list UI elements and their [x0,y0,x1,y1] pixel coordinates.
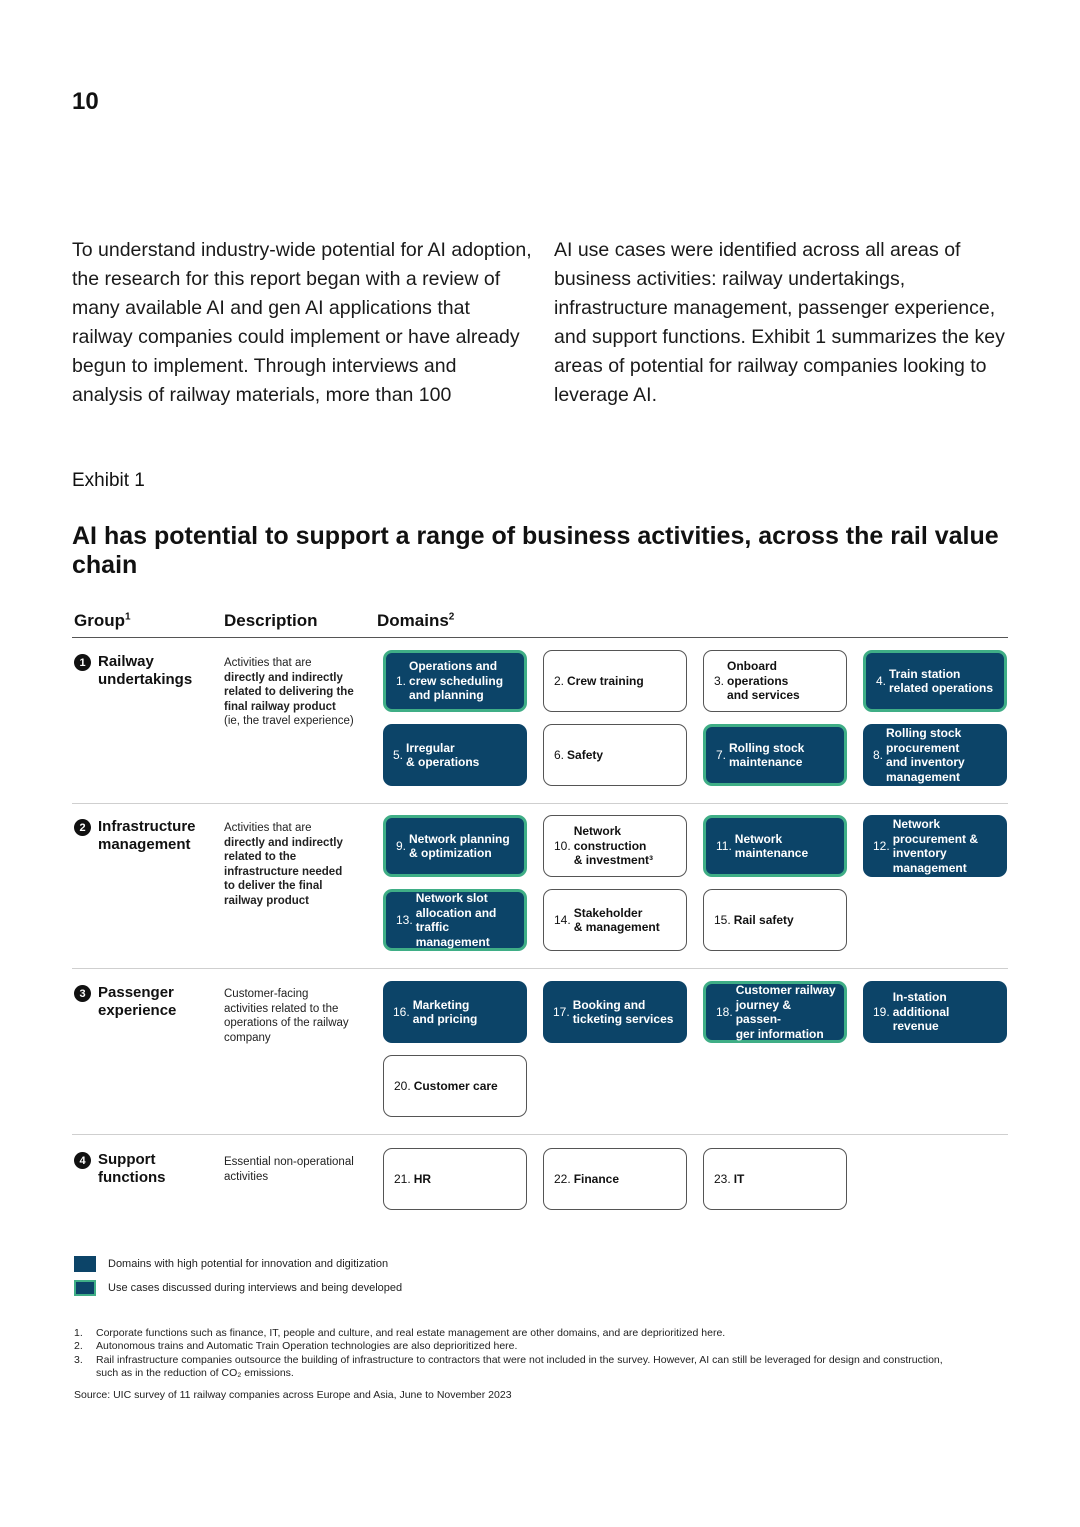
domain-number: 13. [396,912,413,927]
source-note: Source: UIC survey of 11 railway companies across Europe and Asia, June to November 2023 [74,1389,512,1401]
row-divider [72,803,1008,804]
domain-title: Network procurement & inventory management [892,817,979,875]
domain-title: Safety [567,747,604,762]
header-domains: Domains$^2$ [377,611,455,630]
domain-title: Irregular & operations [406,740,480,769]
domain-title: Operations and crew scheduling and planning [409,659,504,703]
domain-card [383,1148,527,1210]
domain-title: In-station additional revenue [892,990,950,1034]
domain-card [863,650,1007,712]
domain-number: 17. [553,1004,570,1019]
group-description [224,1155,354,1184]
domain-title: Stakeholder & management [573,905,660,934]
domain-number: 14. [554,912,571,927]
exhibit-title: AI has potential to support a range of business activities, across the rail value chain [72,522,999,579]
domain-title: HR [413,1171,432,1186]
description-emphasis: directly and indirectly related to delivering the final railway product [224,671,354,713]
domain-number: 18. [716,1004,733,1019]
domain-number: 8. [873,747,884,762]
domain-title: Network planning & optimization [409,831,510,860]
description-text: Customer-facing activities related to the operations of the railway company [224,988,349,1044]
domain-title: Rail safety [733,912,794,927]
domain-number: 1. [396,673,407,688]
domain-card [543,981,687,1043]
header-description: Description [224,611,318,630]
domain-number: 9. [396,838,407,853]
page-number: 10 [72,88,99,115]
domain-card [703,650,847,712]
intro-left-column: To understand industry-wide potential for AI adoption, the research for this report began with a review of many available AI and gen AI applications that railway companies could implement or have already begun to implement. Through interviews and analysis of railway materials, more than 100 [72,239,532,406]
footnote-continuation: such as in the reduction of CO₂ emissions. [96,1367,294,1379]
domain-card [703,1148,847,1210]
group-name: Railway undertakings [98,653,193,688]
domain-title: Booking and ticketing services [572,997,674,1026]
domain-number: 12. [873,838,890,853]
domain-card [383,1055,527,1117]
group-name: Infrastructure management [98,818,196,853]
header-divider [72,637,1008,638]
domain-number: 23. [714,1171,731,1186]
group-label [74,1151,208,1187]
domain-title: Crew training [567,673,644,688]
domain-card [383,724,527,786]
domain-title: Network construction & investment³ [573,824,654,868]
domain-title: Finance [573,1171,620,1186]
description-emphasis: directly and indirectly related to the infrastructure needed to deliver the final railway product [224,836,343,907]
group-number-badge: 1 [74,654,91,671]
domain-card [863,981,1007,1043]
domain-title: Customer railway journey & passen- ger information [735,983,836,1041]
domain-number: 10. [554,838,571,853]
legend-swatch-high-potential [74,1256,96,1272]
domain-title: Customer care [413,1078,498,1093]
group-description [224,987,354,1045]
domain-title: Network slot allocation and traffic management [415,891,497,949]
description-text: (ie, the travel experience) [224,715,354,727]
domain-card [703,981,847,1043]
row-divider [72,968,1008,969]
domain-number: 2. [554,673,565,688]
domain-title: Rolling stock procurement and inventory management [886,726,965,784]
exhibit-label: Exhibit 1 [72,470,145,491]
description-text: Essential non-operational activities [224,1156,354,1183]
domain-title: Train station related operations [889,666,994,695]
domain-card [543,650,687,712]
domain-card [863,724,1007,786]
domain-title: IT [733,1171,745,1186]
domain-number: 11. [716,838,732,853]
domain-number: 4. [876,673,887,688]
group-name: Passenger experience [98,984,177,1019]
domain-number: 16. [393,1004,410,1019]
domain-title: Rolling stock maintenance [729,740,805,769]
domain-card [543,815,687,877]
domain-card [703,815,847,877]
domain-card [703,889,847,951]
domain-card [543,724,687,786]
domain-title: Network maintenance [734,831,809,860]
domain-number: 3. [714,673,725,688]
domain-number: 19. [873,1004,890,1019]
domain-number: 7. [716,747,727,762]
group-label [74,984,208,1020]
group-name: Support functions [98,1151,166,1186]
domain-card [383,981,527,1043]
domain-card [383,815,527,877]
domain-number: 5. [393,747,404,762]
footnote: 3. Rail infrastructure companies outsource the building of infrastructure to contractors that were not included in the survey. However, AI can still be leveraged for design and construction, [74,1354,943,1366]
footnote: 1. Corporate functions such as finance, IT, people and culture, and real estate management are other domains, and are deprioritized here. [74,1327,726,1339]
description-text: Activities that are [224,657,312,669]
legend-label-high-potential: Domains with high potential for innovation and digitization [108,1258,389,1270]
domain-card [383,889,527,951]
domain-title: Onboard operations and services [727,659,800,703]
domain-number: 20. [394,1078,411,1093]
description-text: Activities that are [224,822,312,834]
header-group: Group$^1$ [74,611,131,630]
footnote: 2. Autonomous trains and Automatic Train Operation technologies are also deprioritized here. [74,1340,518,1352]
domain-number: 6. [554,747,565,762]
domain-card [863,815,1007,877]
group-description [224,821,354,908]
domain-title: Marketing and pricing [412,997,478,1026]
domain-card [383,650,527,712]
domain-number: 15. [714,912,731,927]
domain-card [543,889,687,951]
group-number-badge: 2 [74,819,91,836]
row-divider [72,1134,1008,1135]
group-description [224,656,354,729]
group-number-badge: 4 [74,1152,91,1169]
domain-number: 22. [554,1171,571,1186]
legend-swatch-use-cases [74,1280,96,1296]
intro-right-column: AI use cases were identified across all areas of business activities: railway undertakings, infrastructure management, passenger experience, and support functions. Exhibit 1 summarizes the key areas of potential for railway companies looking to leverage AI. [554,239,1005,406]
domain-card [703,724,847,786]
domain-card [543,1148,687,1210]
group-label [74,653,208,689]
legend-label-use-cases: Use cases discussed during interviews and being developed [108,1282,403,1294]
group-label [74,818,208,854]
domain-number: 21. [394,1171,411,1186]
group-number-badge: 3 [74,985,91,1002]
